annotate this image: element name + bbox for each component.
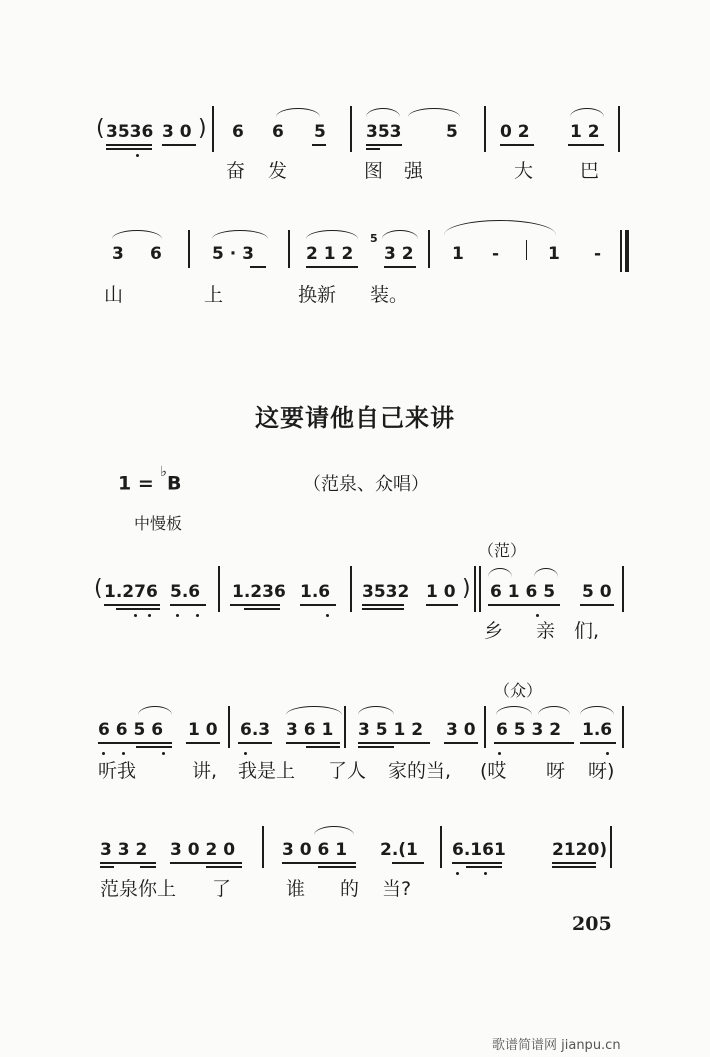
lyric: 谁 [286,878,306,900]
lyric: 大 [514,160,534,182]
final-barline-thick [625,230,629,272]
low-dot [326,614,329,617]
slur [212,230,268,239]
note: 3 [112,244,124,264]
note-group: 6.161 [452,840,506,860]
barline [484,706,486,748]
slur [112,230,162,239]
key-signature [118,464,182,495]
low-dot [536,614,539,617]
underline [98,742,172,744]
underline [300,604,336,606]
underline [206,866,242,868]
lyric: 图 [364,160,384,182]
low-dot [122,752,125,755]
underline [104,604,160,606]
part-label: （范） [478,541,527,560]
note-group: 3 2 [384,244,414,264]
underline [306,746,340,748]
barline [474,566,476,612]
low-dot [456,872,459,875]
underline [106,144,152,146]
low-dot [102,752,105,755]
grace-note: 5 [370,232,378,245]
note-group: 3532 [362,582,410,602]
slur [306,230,358,239]
note-group: 353 [366,122,402,142]
barline [350,106,352,152]
note-group: 3 5 1 2 [358,720,424,740]
note-group: 3 0 6 1 [282,840,348,860]
note: 1 [548,244,560,264]
note: 6 [150,244,162,264]
barline [188,230,190,268]
note: 1 [452,244,464,264]
lyric: 们, [574,620,600,642]
barline [428,230,430,268]
watermark: 歌谱简谱网 jianpu.cn [492,1038,621,1053]
slur [314,826,354,835]
lyric: 山 [104,284,124,306]
underline [500,144,534,146]
note-group: 3 0 [446,720,476,740]
dash: - [492,244,500,264]
note-group: 1 0 [188,720,218,740]
underline [494,742,574,744]
slur [538,706,570,715]
lyric: 了 [212,878,232,900]
underline [186,742,220,744]
underline [170,604,206,606]
underline [466,866,502,868]
underline [238,742,272,744]
slur [138,706,172,715]
lyric: 了人 [328,760,367,782]
final-barline-thin [620,230,622,272]
note-group: 0 2 [500,122,530,142]
underline [452,862,502,864]
note: 5 [446,122,458,142]
note-group: 6 5 3 2 [496,720,562,740]
barline [484,106,486,152]
low-dot [148,614,151,617]
barline [479,566,481,612]
underline [282,862,356,864]
underline [580,604,614,606]
underline [244,608,280,610]
lyric: 强 [404,160,424,182]
underline [286,742,340,744]
lyric: (哎 [480,760,507,782]
note-group: 3 0 [162,122,192,142]
barline [440,826,442,868]
note-group: 5 0 [582,582,612,602]
low-dot [606,752,609,755]
note-group: 5.6 [170,582,201,602]
dashed-barline [526,240,527,260]
underline [392,862,424,864]
underline [366,144,402,146]
slur [286,706,342,715]
barline [262,826,264,868]
note-group: 1.276 [104,582,158,602]
underline [106,148,152,150]
slur [488,568,512,577]
note: 6 [232,122,244,142]
lyric: 换新 [298,284,337,306]
barline [350,566,352,612]
lyric: 当? [382,878,412,900]
lyric: 发 [268,160,288,182]
underline [362,604,404,606]
note-group: 1 0 [426,582,456,602]
underline [140,866,156,868]
low-dot [244,752,247,755]
slur [366,108,400,117]
note-group: 6 1 6 5 [490,582,556,602]
barline [212,106,214,152]
underline [136,746,172,748]
barline [622,706,624,748]
low-dot [484,872,487,875]
note-group: 1.236 [232,582,286,602]
note: 5 [314,122,326,142]
lyric: 装。 [370,284,409,306]
note-group: 3536 [106,122,154,142]
slur [534,568,558,577]
note-group: 6.3 [240,720,271,740]
underline [358,742,430,744]
underline [116,608,160,610]
tempo-marking: 中慢板 [134,514,183,533]
underline [230,604,280,606]
underline [318,866,356,868]
close-paren: ) [462,576,471,601]
part-label: （众） [494,681,543,700]
underline [444,742,478,744]
note-group: 1.6 [300,582,331,602]
underline [306,266,358,268]
note-group: 5 · 3 [212,244,254,264]
note-group: 6 6 5 6 [98,720,164,740]
lyric: 巴 [580,160,600,182]
note-group: 3 3 2 [100,840,148,860]
slur [570,108,604,117]
low-dot [162,752,165,755]
slur [408,108,460,117]
barline [288,230,290,268]
low-dot [176,614,179,617]
flat-icon: ♭ [160,464,167,480]
low-dot [196,614,199,617]
slur [276,108,320,117]
lyric: 呀 [546,760,566,782]
barline [228,706,230,748]
tie [444,220,556,235]
underline [358,746,394,748]
close-paren: ) [198,116,207,141]
key-note: B [166,472,182,495]
note-group: 1.6 [582,720,613,740]
lyric: 家的当, [388,760,452,782]
singers: （范泉、众唱） [303,474,429,495]
note: 6 [272,122,284,142]
underline [552,862,596,864]
lyric: 亲 [536,620,556,642]
barline [344,706,346,748]
lyric: 讲, [192,760,218,782]
note-group: 2 1 2 [306,244,354,264]
slur [580,706,614,715]
underline [100,866,114,868]
barline [610,826,612,868]
barline [618,106,620,152]
underline [250,266,266,268]
song-title: 这要请他自己来讲 [255,404,455,432]
lyric: 上 [204,284,224,306]
open-paren: ( [94,576,103,601]
note-group: 2120) [552,840,608,860]
barline [218,566,220,612]
barline [622,566,624,612]
open-paren: ( [96,116,105,141]
underline [170,862,242,864]
underline [162,144,196,146]
slur [496,706,532,715]
lyric: 范泉你上 [100,878,177,900]
lyric: 乡 [484,620,504,642]
lyric: 听我 [98,760,137,782]
page-number: 205 [572,913,612,935]
slur [358,706,394,715]
slur [382,230,418,239]
lyric: 奋 [226,160,246,182]
underline [552,866,596,868]
low-dot [136,154,139,157]
low-dot [498,752,501,755]
underline [426,604,458,606]
note-group: 3 0 2 0 [170,840,236,860]
underline [488,604,560,606]
note-group: 1 2 [570,122,600,142]
underline [362,608,404,610]
low-dot [134,614,137,617]
lyric: 呀) [588,760,615,782]
underline [366,148,380,150]
note-group: 2.(1 [380,840,418,860]
lyric: 的 [340,878,360,900]
lyric: 我是上 [238,760,296,782]
dash: - [594,244,602,264]
underline [100,862,156,864]
note-group: 3 6 1 [286,720,334,740]
underline [384,266,416,268]
underline [568,144,604,146]
key-main: 1 = [118,472,161,495]
underline [580,742,616,744]
underline [312,144,326,146]
